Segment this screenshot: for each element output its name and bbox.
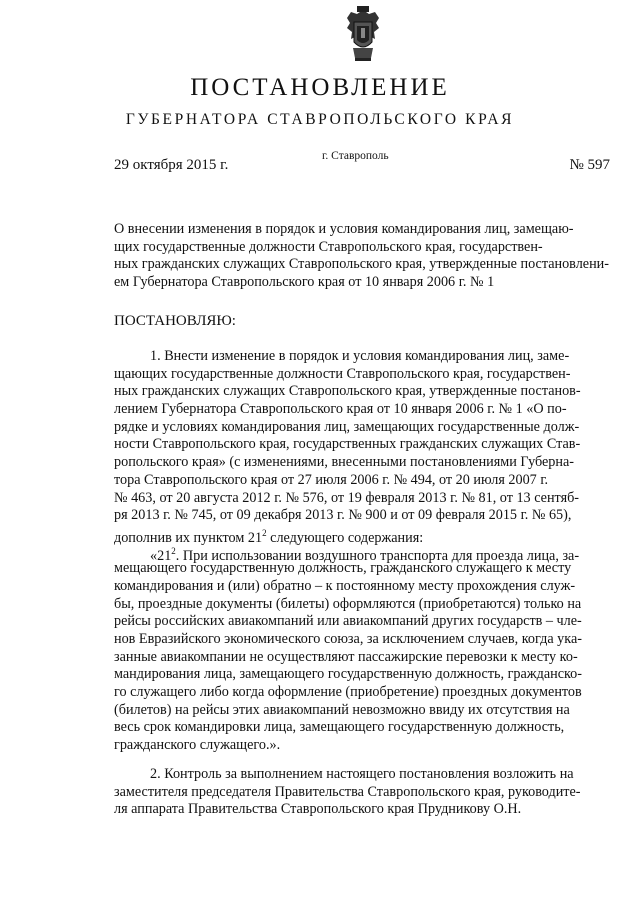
quote-line: (билетов) на рейсы этих авиакомпаний невозможно ввиду их отсутствия на xyxy=(114,701,570,718)
text-fragment: . При использовании воздушного транспорта для проезда лица, за- xyxy=(175,547,580,564)
paragraph-line: лением Губернатора Ставропольского края от 10 января 2006 г. № 1 «О по- xyxy=(114,401,567,418)
document-date: 29 октября 2015 г. xyxy=(114,157,229,173)
paragraph-line: заместителя председателя Правительства Ставропольского края, руководите- xyxy=(114,783,581,800)
paragraph-line: ных гражданских служащих Ставропольского края, утвержденные постанов- xyxy=(114,383,581,400)
superscript: 2 xyxy=(262,527,267,538)
paragraph-line: № 463, от 20 августа 2012 г. № 576, от 19 февраля 2013 г. № 81, от 13 сентяб- xyxy=(114,489,580,506)
quote-line: командирования и (или) обратно – к постоянному месту прохождения служ- xyxy=(114,577,576,594)
quote-line: мещающего государственную должность, гражданского служащего к месту xyxy=(114,560,572,577)
text-fragment: дополнив их пунктом 21 xyxy=(114,529,263,546)
quote-line: занные авиакомпании не осуществляют пассажирские перевозки к месту ко- xyxy=(114,648,578,665)
quote-line: бы, проездные документы (билеты) оформляются (приобретаются) только на xyxy=(114,595,582,612)
paragraph-line-last xyxy=(114,525,610,546)
paragraph-line: ности Ставропольского края, государственных гражданских служащих Став- xyxy=(114,436,581,453)
quote-line-first xyxy=(114,543,610,564)
paragraph-1 xyxy=(114,348,610,755)
document-title: ПОСТАНОВЛЕНИЕ xyxy=(190,74,450,101)
text-fragment: следующего содержания: xyxy=(266,529,424,546)
paragraph-line: щающих государственные должности Ставропольского края, государствен- xyxy=(114,365,571,382)
quote-line: гражданского служащего.». xyxy=(114,737,281,754)
paragraph-2 xyxy=(114,766,610,819)
text-fragment: «21 xyxy=(150,547,172,564)
quote-line: нов Евразийского экономического союза, за исключением случаев, когда ука- xyxy=(114,631,582,647)
decree-word: ПОСТАНОВЛЯЮ: xyxy=(114,313,236,329)
document-subject xyxy=(114,223,610,294)
subject-line: щих государственные должности Ставропольского края, государствен- xyxy=(114,238,543,255)
paragraph-line: 1. Внести изменение в порядок и условия командирования лиц, заме- xyxy=(150,348,570,364)
paragraph-line: рядке и условиях командирования лиц, замещающих государственные долж- xyxy=(114,418,580,435)
superscript: 2 xyxy=(171,545,176,556)
quote-line: весь срок командировки лица, замещающего государственную должность, xyxy=(114,719,565,736)
quote-line: мандирования лица, замещающего государственную должность, гражданско- xyxy=(114,666,582,683)
paragraph-line: тора Ставропольского края от 27 июля 2006 г. № 494, от 20 июля 2007 г. xyxy=(114,471,549,488)
paragraph-line: ля аппарата Правительства Ставропольского края Прудникову О.Н. xyxy=(114,801,522,818)
document-subtitle: ГУБЕРНАТОРА СТАВРОПОЛЬСКОГО КРАЯ xyxy=(125,111,515,128)
subject-line: ем Губернатора Ставропольского края от 10 января 2006 г. № 1 xyxy=(114,274,495,291)
subject-line: О внесении изменения в порядок и условия командирования лиц, замещаю- xyxy=(114,221,574,237)
document-city: г. Ставрополь xyxy=(322,150,389,162)
subject-line: ных гражданских служащих Ставропольского края, утвержденные постановлени- xyxy=(114,256,609,273)
document-number: № 597 xyxy=(569,157,610,173)
paragraph-line: 2. Контроль за выполнением настоящего постановления возложить на xyxy=(150,766,574,782)
coat-of-arms-emblem xyxy=(343,4,383,62)
paragraph-line: ропольского края» (с изменениями, внесенными постановлениями Губерна- xyxy=(114,454,575,471)
quote-line: го служащего либо когда оформление (приобретение) проездных документов xyxy=(114,684,582,701)
quote-line: рейсы российских авиакомпаний или авиакомпаний других государств – чле- xyxy=(114,613,582,630)
paragraph-line: ря 2013 г. № 745, от 09 декабря 2013 г. № 900 и от 09 февраля 2015 г. № 65), xyxy=(114,507,572,524)
